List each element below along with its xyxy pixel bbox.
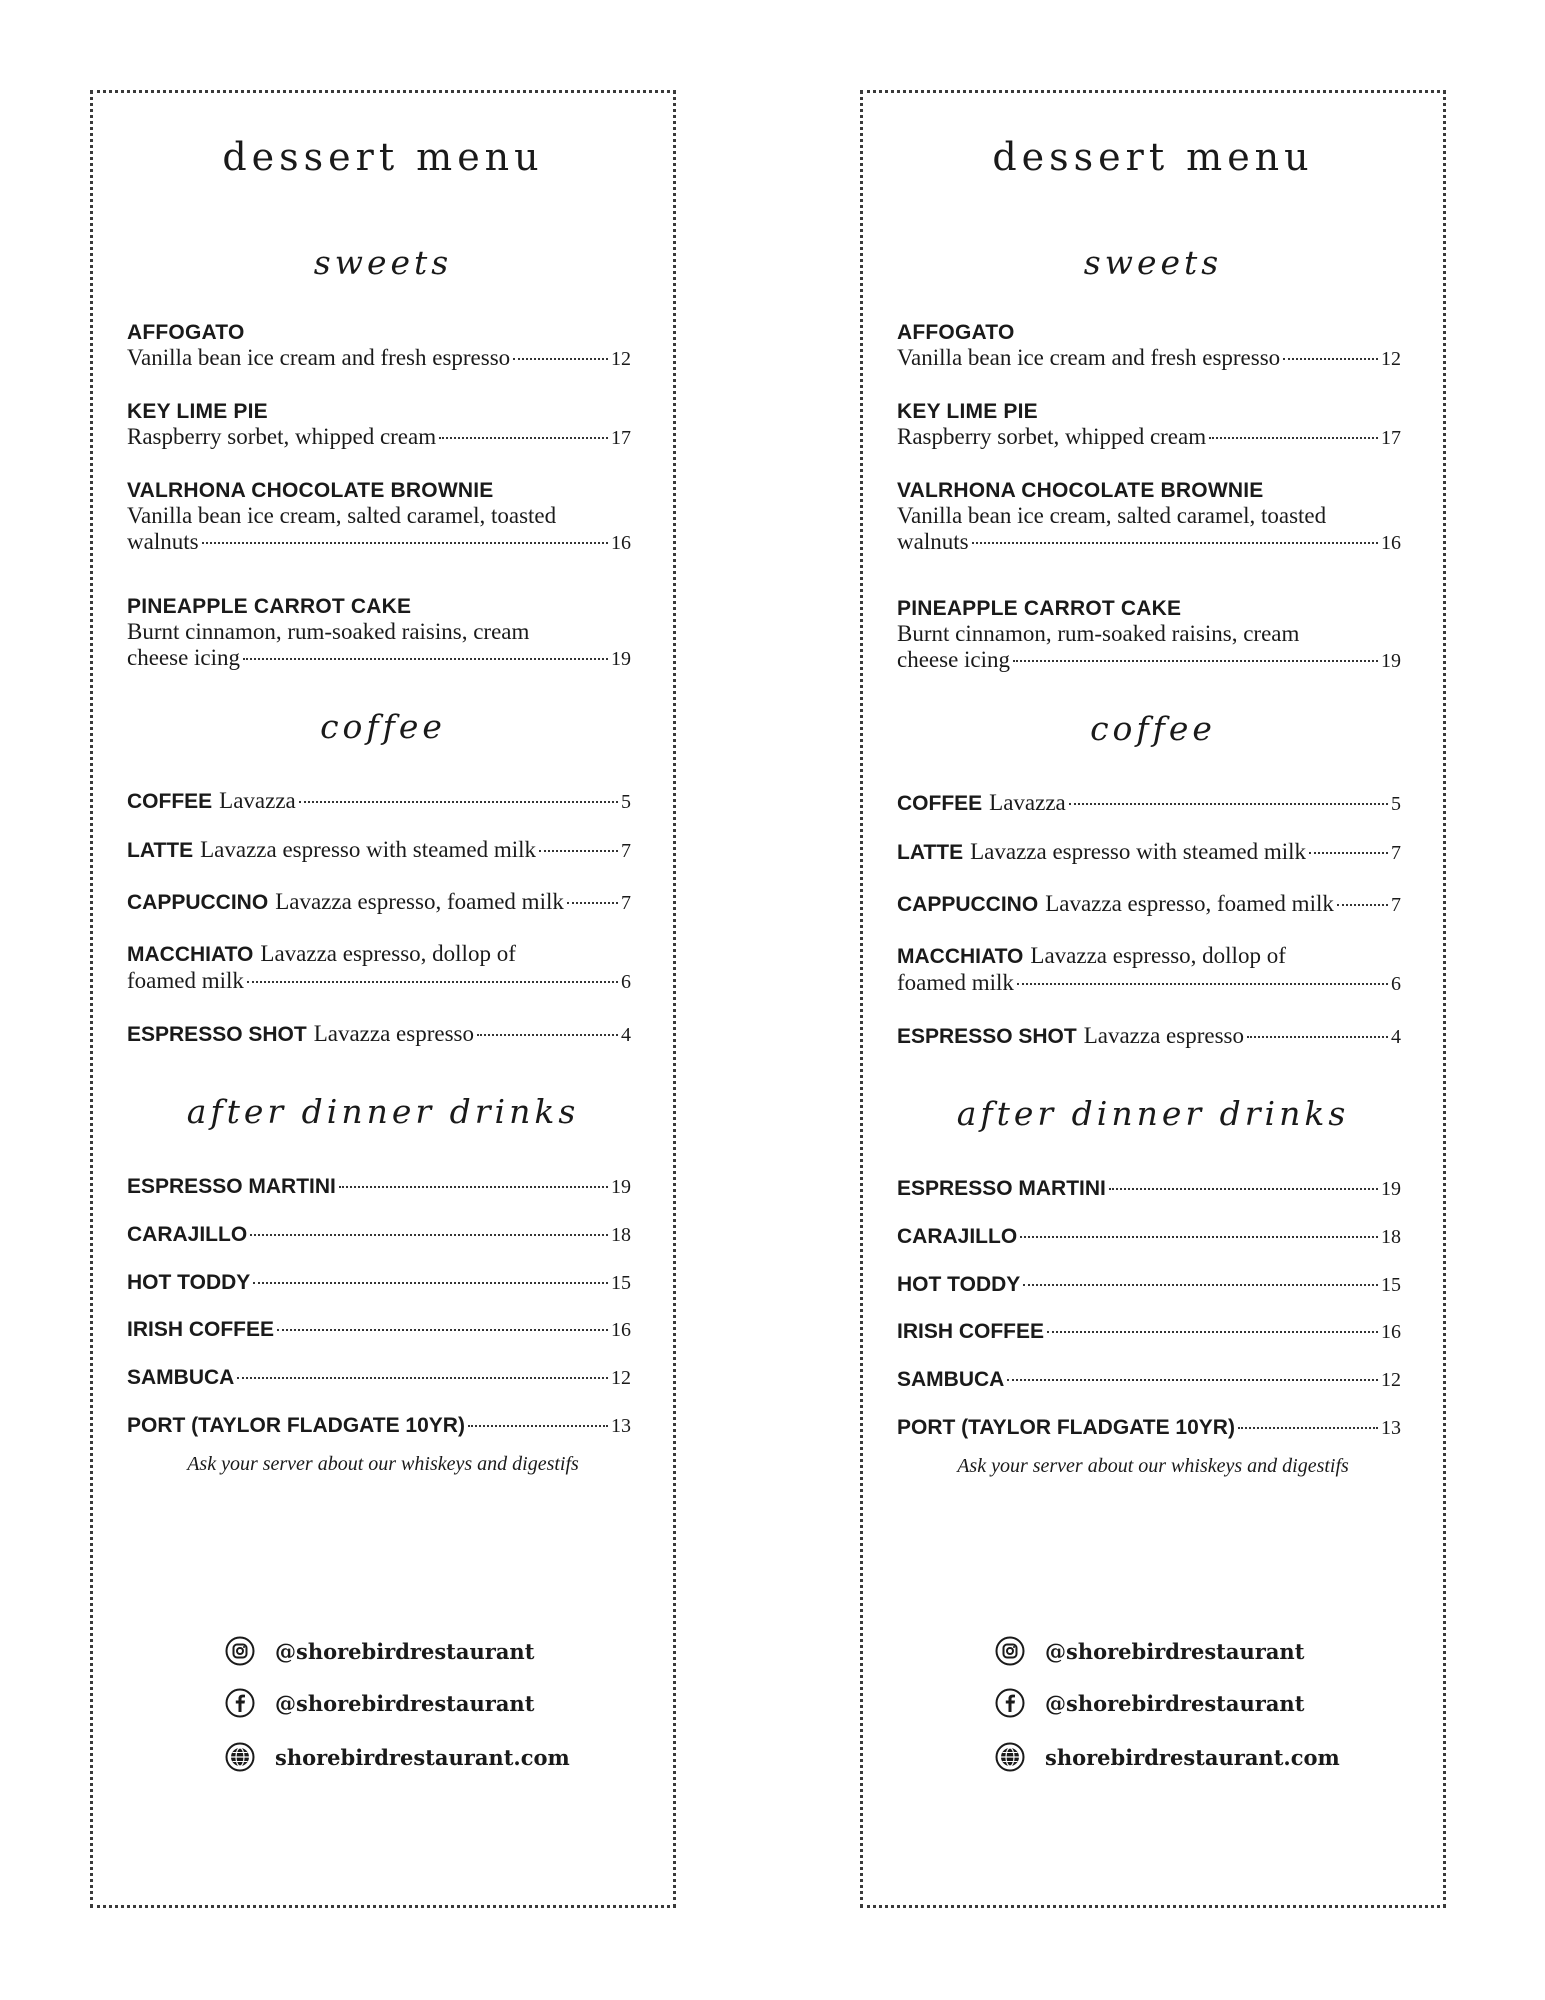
item-description: Lavazza espresso, dollop of: [260, 941, 516, 966]
item-description-cont: foamed milk: [127, 968, 244, 993]
dot-leader: [1309, 852, 1388, 854]
menu-item-key-lime-pie: [127, 400, 631, 451]
item-name: IRISH COFFEE: [127, 1318, 275, 1341]
dot-leader: [1069, 803, 1388, 805]
item-description: Lavazza espresso: [1083, 1023, 1244, 1048]
item-name: ESPRESSO SHOT: [897, 1025, 1077, 1048]
dot-leader: [439, 437, 608, 439]
item-price: 13: [1381, 1417, 1401, 1439]
menu-item-port: [897, 1415, 1401, 1441]
website-url: shorebirdrestaurant.com: [275, 1744, 570, 1770]
menu-card-left: [90, 90, 676, 1908]
item-name: PORT (TAYLOR FLADGATE 10YR): [897, 1416, 1235, 1439]
dot-leader: [277, 1329, 608, 1331]
instagram-handle: @shorebirdrestaurant: [1045, 1638, 1305, 1664]
item-price: 5: [621, 791, 631, 813]
item-name: COFFEE: [127, 790, 213, 813]
item-price: 12: [611, 1367, 631, 1389]
item-name: PORT (TAYLOR FLADGATE 10YR): [127, 1414, 465, 1437]
item-name: KEY LIME PIE: [127, 400, 268, 423]
item-description: Raspberry sorbet, whipped cream: [897, 424, 1207, 449]
dot-leader: [1109, 1188, 1378, 1190]
item-description: Lavazza espresso, foamed milk: [1045, 891, 1334, 916]
item-description: Vanilla bean ice cream and fresh espresso: [127, 345, 511, 370]
website-url: shorebirdrestaurant.com: [1045, 1744, 1340, 1770]
item-price: 12: [1381, 348, 1401, 370]
item-name: PINEAPPLE CARROT CAKE: [897, 597, 1182, 620]
item-price: 16: [1381, 532, 1401, 554]
dot-leader: [468, 1425, 608, 1427]
menu-card-right: [860, 90, 1446, 1908]
item-description: Raspberry sorbet, whipped cream: [127, 424, 437, 449]
dot-leader: [339, 1186, 608, 1188]
whiskey-note: Ask your server about our whiskeys and digestifs: [957, 1455, 1349, 1477]
item-name: CARAJILLO: [127, 1223, 248, 1246]
item-name: LATTE: [897, 841, 964, 864]
item-description: Lavazza espresso with steamed milk: [970, 839, 1307, 864]
item-price: 12: [611, 348, 631, 370]
item-name: ESPRESSO SHOT: [127, 1023, 307, 1046]
dot-leader: [247, 981, 618, 983]
item-name: SAMBUCA: [897, 1368, 1005, 1391]
menu-item-espresso-martini: [127, 1174, 631, 1200]
item-price: 12: [1381, 1369, 1401, 1391]
menu-item-macchiato: [897, 943, 1401, 997]
menu-item-coffee: [897, 790, 1401, 817]
item-description: Lavazza espresso with steamed milk: [200, 837, 537, 862]
item-description: Lavazza espresso, foamed milk: [275, 889, 564, 914]
menu-item-carrot-cake: [897, 597, 1401, 674]
item-name: MACCHIATO: [897, 945, 1024, 968]
dot-leader: [1007, 1379, 1378, 1381]
section-heading-sweets: sweets: [1083, 243, 1223, 282]
item-price: 7: [1391, 894, 1401, 916]
dot-leader: [299, 801, 618, 803]
globe-icon: [225, 1742, 255, 1772]
instagram-icon: [995, 1636, 1025, 1666]
dot-leader: [1047, 1331, 1378, 1333]
section-heading-coffee: coffee: [1090, 709, 1216, 748]
item-name: CARAJILLO: [897, 1225, 1018, 1248]
menu-item-espresso-shot: [127, 1021, 631, 1048]
item-price: 17: [1381, 427, 1401, 449]
item-price: 7: [1391, 842, 1401, 864]
item-description: Vanilla bean ice cream, salted caramel, toasted: [897, 503, 1327, 528]
dot-leader: [1238, 1427, 1378, 1429]
menu-item-carrot-cake: [127, 595, 631, 672]
menu-item-coffee: [127, 788, 631, 815]
item-price: 6: [1391, 973, 1401, 995]
item-name: IRISH COFFEE: [897, 1320, 1045, 1343]
menu-item-sambuca: [127, 1365, 631, 1391]
dot-leader: [237, 1377, 608, 1379]
dot-leader: [1017, 983, 1388, 985]
item-price: 18: [611, 1224, 631, 1246]
dot-leader: [567, 902, 618, 904]
item-description: Vanilla bean ice cream, salted caramel, toasted: [127, 503, 557, 528]
dot-leader: [972, 542, 1378, 544]
globe-icon: [995, 1742, 1025, 1772]
dot-leader: [1247, 1036, 1388, 1038]
item-price: 15: [1381, 1274, 1401, 1296]
facebook-icon: [995, 1688, 1025, 1718]
menu-item-espresso-martini: [897, 1176, 1401, 1202]
item-name: KEY LIME PIE: [897, 400, 1038, 423]
item-price: 19: [611, 1176, 631, 1198]
item-price: 18: [1381, 1226, 1401, 1248]
instagram-handle: @shorebirdrestaurant: [275, 1638, 535, 1664]
menu-item-key-lime-pie: [897, 400, 1401, 451]
item-price: 16: [1381, 1321, 1401, 1343]
menu-item-latte: [127, 837, 631, 864]
menu-item-chocolate-brownie: [127, 479, 631, 556]
dot-leader: [202, 542, 608, 544]
item-price: 16: [611, 532, 631, 554]
menu-item-port: [127, 1413, 631, 1439]
item-price: 19: [1381, 650, 1401, 672]
section-heading-coffee: coffee: [320, 707, 446, 746]
dot-leader: [250, 1234, 608, 1236]
item-name: ESPRESSO MARTINI: [897, 1177, 1106, 1200]
menu-item-affogato: [127, 321, 631, 372]
dot-leader: [1283, 358, 1378, 360]
item-description-cont: walnuts: [127, 529, 199, 554]
menu-item-macchiato: [127, 941, 631, 995]
dot-leader: [1209, 437, 1378, 439]
item-description-cont: cheese icing: [127, 645, 241, 670]
dot-leader: [1337, 904, 1388, 906]
social-instagram[interactable]: [995, 1636, 1304, 1666]
item-description: Burnt cinnamon, rum-soaked raisins, cream: [897, 621, 1300, 646]
item-price: 17: [611, 427, 631, 449]
whiskey-note: Ask your server about our whiskeys and digestifs: [187, 1453, 579, 1475]
menu-item-cappuccino: [897, 891, 1401, 918]
menu-item-hot-toddy: [127, 1270, 631, 1296]
item-description: Vanilla bean ice cream and fresh espresso: [897, 345, 1281, 370]
item-price: 4: [621, 1024, 631, 1046]
dot-leader: [1023, 1284, 1378, 1286]
menu-item-carajillo: [127, 1222, 631, 1248]
menu-item-espresso-shot: [897, 1023, 1401, 1050]
item-description-cont: foamed milk: [897, 970, 1014, 995]
social-instagram[interactable]: [225, 1636, 534, 1666]
facebook-icon: [225, 1688, 255, 1718]
section-heading-sweets: sweets: [313, 243, 453, 282]
item-price: 5: [1391, 793, 1401, 815]
item-name: AFFOGATO: [897, 321, 1015, 344]
item-price: 19: [1381, 1178, 1401, 1200]
item-price: 6: [621, 971, 631, 993]
menu-item-chocolate-brownie: [897, 479, 1401, 556]
social-facebook[interactable]: [225, 1688, 534, 1718]
section-heading-after-dinner-drinks: after dinner drinks: [956, 1094, 1350, 1133]
item-name: LATTE: [127, 839, 194, 862]
item-name: COFFEE: [897, 792, 983, 815]
social-website[interactable]: [225, 1742, 570, 1772]
item-price: 13: [611, 1415, 631, 1437]
dot-leader: [1013, 660, 1378, 662]
item-name: CAPPUCCINO: [897, 893, 1039, 916]
item-price: 7: [621, 892, 631, 914]
item-name: VALRHONA CHOCOLATE BROWNIE: [897, 479, 1264, 502]
item-description: Lavazza: [219, 788, 296, 813]
item-price: 15: [611, 1272, 631, 1294]
item-price: 19: [611, 648, 631, 670]
menu-item-affogato: [897, 321, 1401, 372]
item-description: Lavazza espresso, dollop of: [1030, 943, 1286, 968]
facebook-handle: @shorebirdrestaurant: [1045, 1690, 1305, 1716]
menu-item-cappuccino: [127, 889, 631, 916]
social-facebook[interactable]: [995, 1688, 1304, 1718]
dot-leader: [243, 658, 608, 660]
item-name: MACCHIATO: [127, 943, 254, 966]
menu-item-latte: [897, 839, 1401, 866]
item-name: HOT TODDY: [127, 1271, 251, 1294]
item-description: Lavazza: [989, 790, 1066, 815]
item-description-cont: walnuts: [897, 529, 969, 554]
item-name: CAPPUCCINO: [127, 891, 269, 914]
menu-item-sambuca: [897, 1367, 1401, 1393]
dot-leader: [513, 358, 608, 360]
menu-item-irish-coffee: [127, 1317, 631, 1343]
dot-leader: [1020, 1236, 1378, 1238]
menu-item-irish-coffee: [897, 1319, 1401, 1345]
facebook-handle: @shorebirdrestaurant: [275, 1690, 535, 1716]
item-description-cont: cheese icing: [897, 647, 1011, 672]
menu-item-carajillo: [897, 1224, 1401, 1250]
dot-leader: [539, 850, 618, 852]
item-name: SAMBUCA: [127, 1366, 235, 1389]
menu-title: dessert menu: [222, 135, 544, 179]
item-name: HOT TODDY: [897, 1273, 1021, 1296]
dot-leader: [477, 1034, 618, 1036]
menu-title: dessert menu: [992, 135, 1314, 179]
item-price: 16: [611, 1319, 631, 1341]
item-price: 4: [1391, 1026, 1401, 1048]
item-name: AFFOGATO: [127, 321, 245, 344]
item-name: PINEAPPLE CARROT CAKE: [127, 595, 412, 618]
section-heading-after-dinner-drinks: after dinner drinks: [186, 1092, 580, 1131]
instagram-icon: [225, 1636, 255, 1666]
social-website[interactable]: [995, 1742, 1340, 1772]
dot-leader: [253, 1282, 608, 1284]
item-name: VALRHONA CHOCOLATE BROWNIE: [127, 479, 494, 502]
menu-item-hot-toddy: [897, 1272, 1401, 1298]
item-price: 7: [621, 840, 631, 862]
item-name: ESPRESSO MARTINI: [127, 1175, 336, 1198]
item-description: Lavazza espresso: [313, 1021, 474, 1046]
item-description: Burnt cinnamon, rum-soaked raisins, cream: [127, 619, 530, 644]
